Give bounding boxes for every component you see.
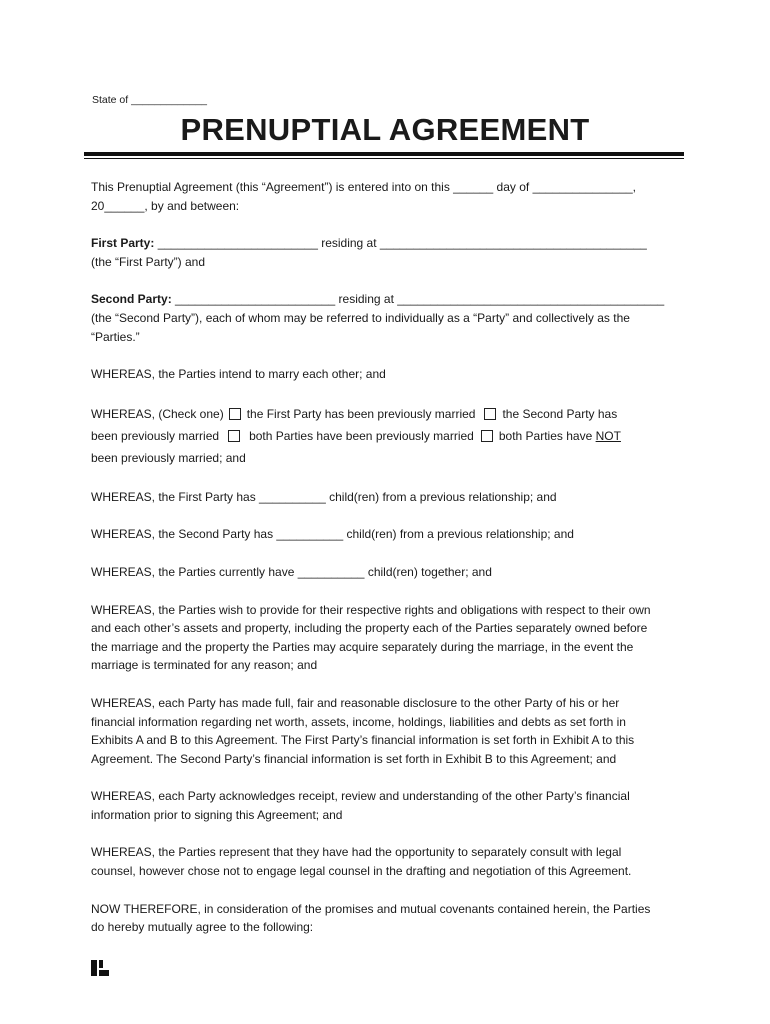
now-therefore-paragraph: [91, 900, 691, 937]
check-prefix: WHEREAS, (Check one): [91, 406, 224, 421]
now-therefore-line: do hereby mutually agree to the following:: [91, 920, 314, 935]
check-option-4b: been previously married; and: [91, 450, 246, 465]
agreement-body: [91, 178, 691, 956]
whereas-disclosure-line: Exhibits A and B to this Agreement. The First Party’s financial information is set forth in Exhibit A to this: [91, 733, 635, 748]
whereas-rights-line: marriage is terminated for any reason; and: [91, 658, 318, 673]
whereas-second-children: WHEREAS, the Second Party has __________ child(ren) from a previous relationship; and: [91, 527, 574, 542]
title-rule-thick: [84, 152, 684, 156]
checkbox-neither-party[interactable]: [481, 430, 493, 442]
check-option-3: both Parties have been previously married: [249, 428, 474, 443]
checkbox-first-party[interactable]: [229, 408, 241, 420]
intro-paragraph: [91, 178, 691, 215]
whereas-first-children: WHEREAS, the First Party has __________ child(ren) from a previous relationship; and: [91, 489, 557, 504]
page-title: PRENUPTIAL AGREEMENT: [180, 112, 590, 147]
intro-line-1: This Prenuptial Agreement (this “Agreement”) is entered into on this ______ day of _______________,: [91, 180, 637, 194]
first-party-label: First Party:: [91, 236, 155, 251]
check-option-4-not: NOT: [595, 428, 621, 443]
whereas-marry: WHEREAS, the Parties intend to marry each other; and: [91, 367, 386, 382]
whereas-acknowledge-line: WHEREAS, each Party acknowledges receipt, review and understanding of the other Party’s financial: [91, 789, 630, 804]
whereas-counsel-line: counsel, however chose not to engage legal counsel in the drafting and negotiation of this Agreement.: [91, 864, 632, 879]
now-therefore-line: NOW THEREFORE, in consideration of the promises and mutual covenants contained herein, the Parties: [91, 901, 651, 916]
checkbox-second-party[interactable]: [484, 408, 496, 420]
whereas-rights-paragraph: [91, 601, 691, 675]
marital-status-check-paragraph: [91, 403, 691, 469]
check-option-4a: both Parties have: [498, 428, 593, 443]
second-party-line: ________________________ residing at ________________________________________: [171, 292, 665, 307]
whereas-disclosure-line: WHEREAS, each Party has made full, fair and reasonable disclosure to the other Party of his or her: [91, 695, 620, 710]
whereas-disclosure-paragraph: [91, 694, 691, 768]
title-rule-thin: [84, 158, 684, 159]
first-party-suffix: (the “First Party”) and: [91, 254, 206, 269]
whereas-acknowledge-line: information prior to signing this Agreement; and: [91, 807, 343, 822]
second-party-label: Second Party:: [91, 292, 172, 307]
check-option-2b: been previously married: [91, 428, 220, 443]
whereas-counsel-paragraph: [91, 843, 691, 880]
whereas-disclosure-line: financial information regarding net worth, assets, income, holdings, liabilities and debts as set forth in: [91, 714, 626, 729]
whereas-rights-line: and each other’s assets and property, including the property each of the Parties separately owned before: [91, 621, 648, 636]
state-line: State of _____________: [92, 94, 208, 106]
second-party-paragraph: [91, 290, 691, 346]
checkbox-both-parties[interactable]: [228, 430, 240, 442]
check-option-2a: the Second Party has: [502, 406, 618, 421]
whereas-disclosure-line: Agreement. The Second Party’s financial information is set forth in Exhibit B to this Agreement; and: [91, 751, 617, 766]
whereas-rights-line: WHEREAS, the Parties wish to provide for their respective rights and obligations with respect to their own: [91, 602, 651, 617]
first-party-line: ________________________ residing at ________________________________________: [154, 236, 647, 251]
whereas-counsel-line: WHEREAS, the Parties represent that they have had the opportunity to separately consult with legal: [91, 845, 622, 860]
whereas-acknowledge-paragraph: [91, 787, 691, 824]
second-party-suffix-2: “Parties.”: [91, 329, 140, 344]
intro-line-2: 20______, by and between:: [91, 198, 240, 213]
check-option-1: the First Party has been previously married: [246, 406, 476, 421]
whereas-together-children: WHEREAS, the Parties currently have __________ child(ren) together; and: [91, 564, 492, 579]
whereas-rights-line: the marriage and the property the Parties may acquire separately during the marriage, in the event the: [91, 639, 634, 654]
second-party-suffix-1: (the “Second Party”), each of whom may be referred to individually as a “Party” and collectively as the: [91, 310, 630, 325]
legal-templates-logo-icon: [91, 960, 109, 976]
first-party-paragraph: [91, 234, 691, 271]
